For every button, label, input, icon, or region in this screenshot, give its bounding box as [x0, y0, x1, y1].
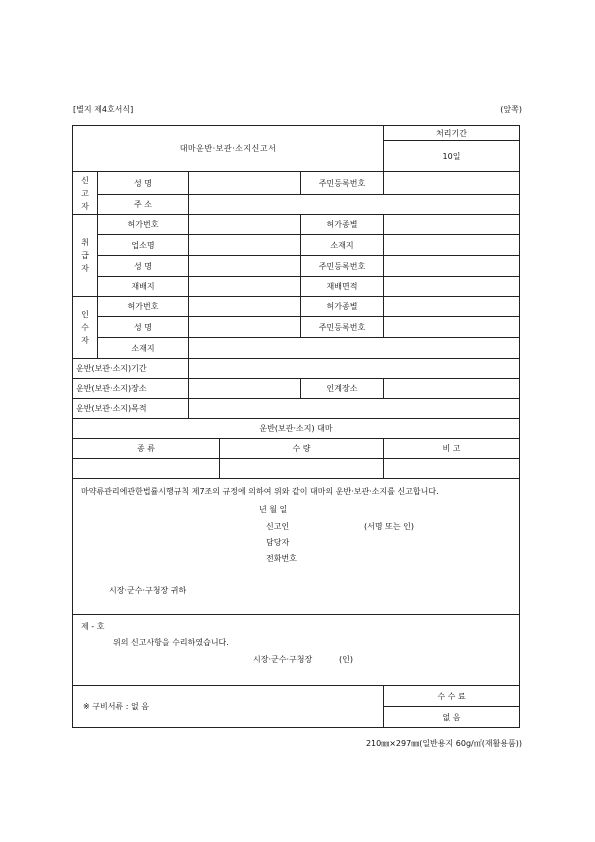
reporter-address-label: 주 소: [98, 195, 189, 215]
required-documents: ※ 구비서류 : 없 음: [73, 686, 384, 728]
reporter-rrn-field[interactable]: [384, 172, 520, 195]
transport-place-label: 운반(보관·소지)장소: [73, 379, 189, 399]
transport-purpose-label: 운반(보관·소지)목적: [73, 399, 189, 419]
handler-cultivation-site-label: 재배지: [98, 277, 189, 297]
reporter-name-label: 성 명: [98, 172, 189, 195]
processing-period-value: 10일: [384, 141, 520, 172]
acceptance-block: [73, 615, 520, 686]
form-title: 대마운반·보관·소지신고서: [73, 126, 384, 172]
reporter-sign-note: (서명 또는 인): [364, 522, 414, 531]
receiver-permit-no-label: 허가번호: [98, 297, 189, 317]
transport-period-field[interactable]: [189, 359, 520, 379]
reporter-name-field[interactable]: [189, 172, 301, 195]
handler-cultivation-area-field[interactable]: [384, 277, 520, 297]
transport-purpose-field[interactable]: [189, 399, 520, 419]
cannabis-qty-field[interactable]: [220, 459, 384, 479]
receiver-location-field[interactable]: [189, 338, 520, 359]
receiver-permit-type-label: 허가종별: [301, 297, 384, 317]
receiver-section-label: 인 수 자: [73, 297, 98, 359]
handler-permit-no-label: 허가번호: [98, 215, 189, 235]
transfer-place-label: 인계장소: [301, 379, 384, 399]
receiver-location-label: 소재지: [98, 338, 189, 359]
handler-location-label: 소재지: [301, 235, 384, 256]
cannabis-note-header: 비 고: [384, 439, 520, 459]
handler-location-field[interactable]: [384, 235, 520, 256]
receiver-name-label: 성 명: [98, 317, 189, 338]
phone-label: 전화번호: [266, 554, 297, 563]
reporter-rrn-label: 주민등록번호: [301, 172, 384, 195]
acceptance-number: 제 - 호: [81, 622, 105, 631]
transport-period-label: 운반(보관·소지)기간: [73, 359, 189, 379]
handler-section-label: 취 급 자: [73, 215, 98, 297]
paper-spec: 210㎜×297㎜(일반용지 60g/㎡(재활용품)): [365, 739, 522, 748]
receiver-name-field[interactable]: [189, 317, 301, 338]
report-form: [72, 125, 520, 728]
declaration-block: [73, 479, 520, 615]
handler-cultivation-area-label: 재배면적: [301, 277, 384, 297]
transfer-place-field[interactable]: [384, 379, 520, 399]
handler-business-label: 업소명: [98, 235, 189, 256]
declaration-text: 마약류관리에관한법률시행규칙 제7조의 규정에 의하여 위와 같이 대마의 운반·보관·소지를 신고합니다.: [81, 487, 439, 496]
cannabis-kind-field[interactable]: [73, 459, 220, 479]
handler-rrn-field[interactable]: [384, 256, 520, 277]
cannabis-kind-header: 종 류: [73, 439, 220, 459]
handler-permit-type-label: 허가종별: [301, 215, 384, 235]
handler-permit-type-field[interactable]: [384, 215, 520, 235]
cannabis-heading: 운반(보관·소지) 대마: [73, 419, 520, 439]
receiver-permit-no-field[interactable]: [189, 297, 301, 317]
acceptance-seal: (인): [339, 655, 353, 664]
receiver-rrn-label: 주민등록번호: [301, 317, 384, 338]
addressee: 시장·군수·구청장 귀하: [109, 586, 187, 595]
handler-name-field[interactable]: [189, 256, 301, 277]
handler-permit-no-field[interactable]: [189, 215, 301, 235]
receiver-rrn-field[interactable]: [384, 317, 520, 338]
handler-cultivation-site-field[interactable]: [189, 277, 301, 297]
fee-value: 없 음: [384, 707, 520, 728]
handler-rrn-label: 주민등록번호: [301, 256, 384, 277]
page-side-label: (앞쪽): [500, 105, 522, 114]
declaration-date: 년 월 일: [259, 505, 288, 514]
processing-period-label: 처리기간: [384, 126, 520, 141]
acceptance-authority: 시장·군수·구청장: [253, 655, 313, 664]
receiver-permit-type-field[interactable]: [384, 297, 520, 317]
reporter-section-label: 신 고 자: [73, 172, 98, 215]
acceptance-text: 위의 신고사항을 수리하였습니다.: [113, 638, 229, 647]
person-in-charge-label: 담당자: [266, 538, 290, 547]
handler-name-label: 성 명: [98, 256, 189, 277]
reporter-address-field[interactable]: [189, 195, 520, 215]
form-number: [별지 제4호서식]: [73, 105, 134, 114]
reporter-sign-label: 신고인: [266, 522, 290, 531]
handler-business-field[interactable]: [189, 235, 301, 256]
fee-label: 수 수 료: [384, 686, 520, 707]
transport-place-field[interactable]: [189, 379, 301, 399]
cannabis-qty-header: 수 량: [220, 439, 384, 459]
cannabis-note-field[interactable]: [384, 459, 520, 479]
